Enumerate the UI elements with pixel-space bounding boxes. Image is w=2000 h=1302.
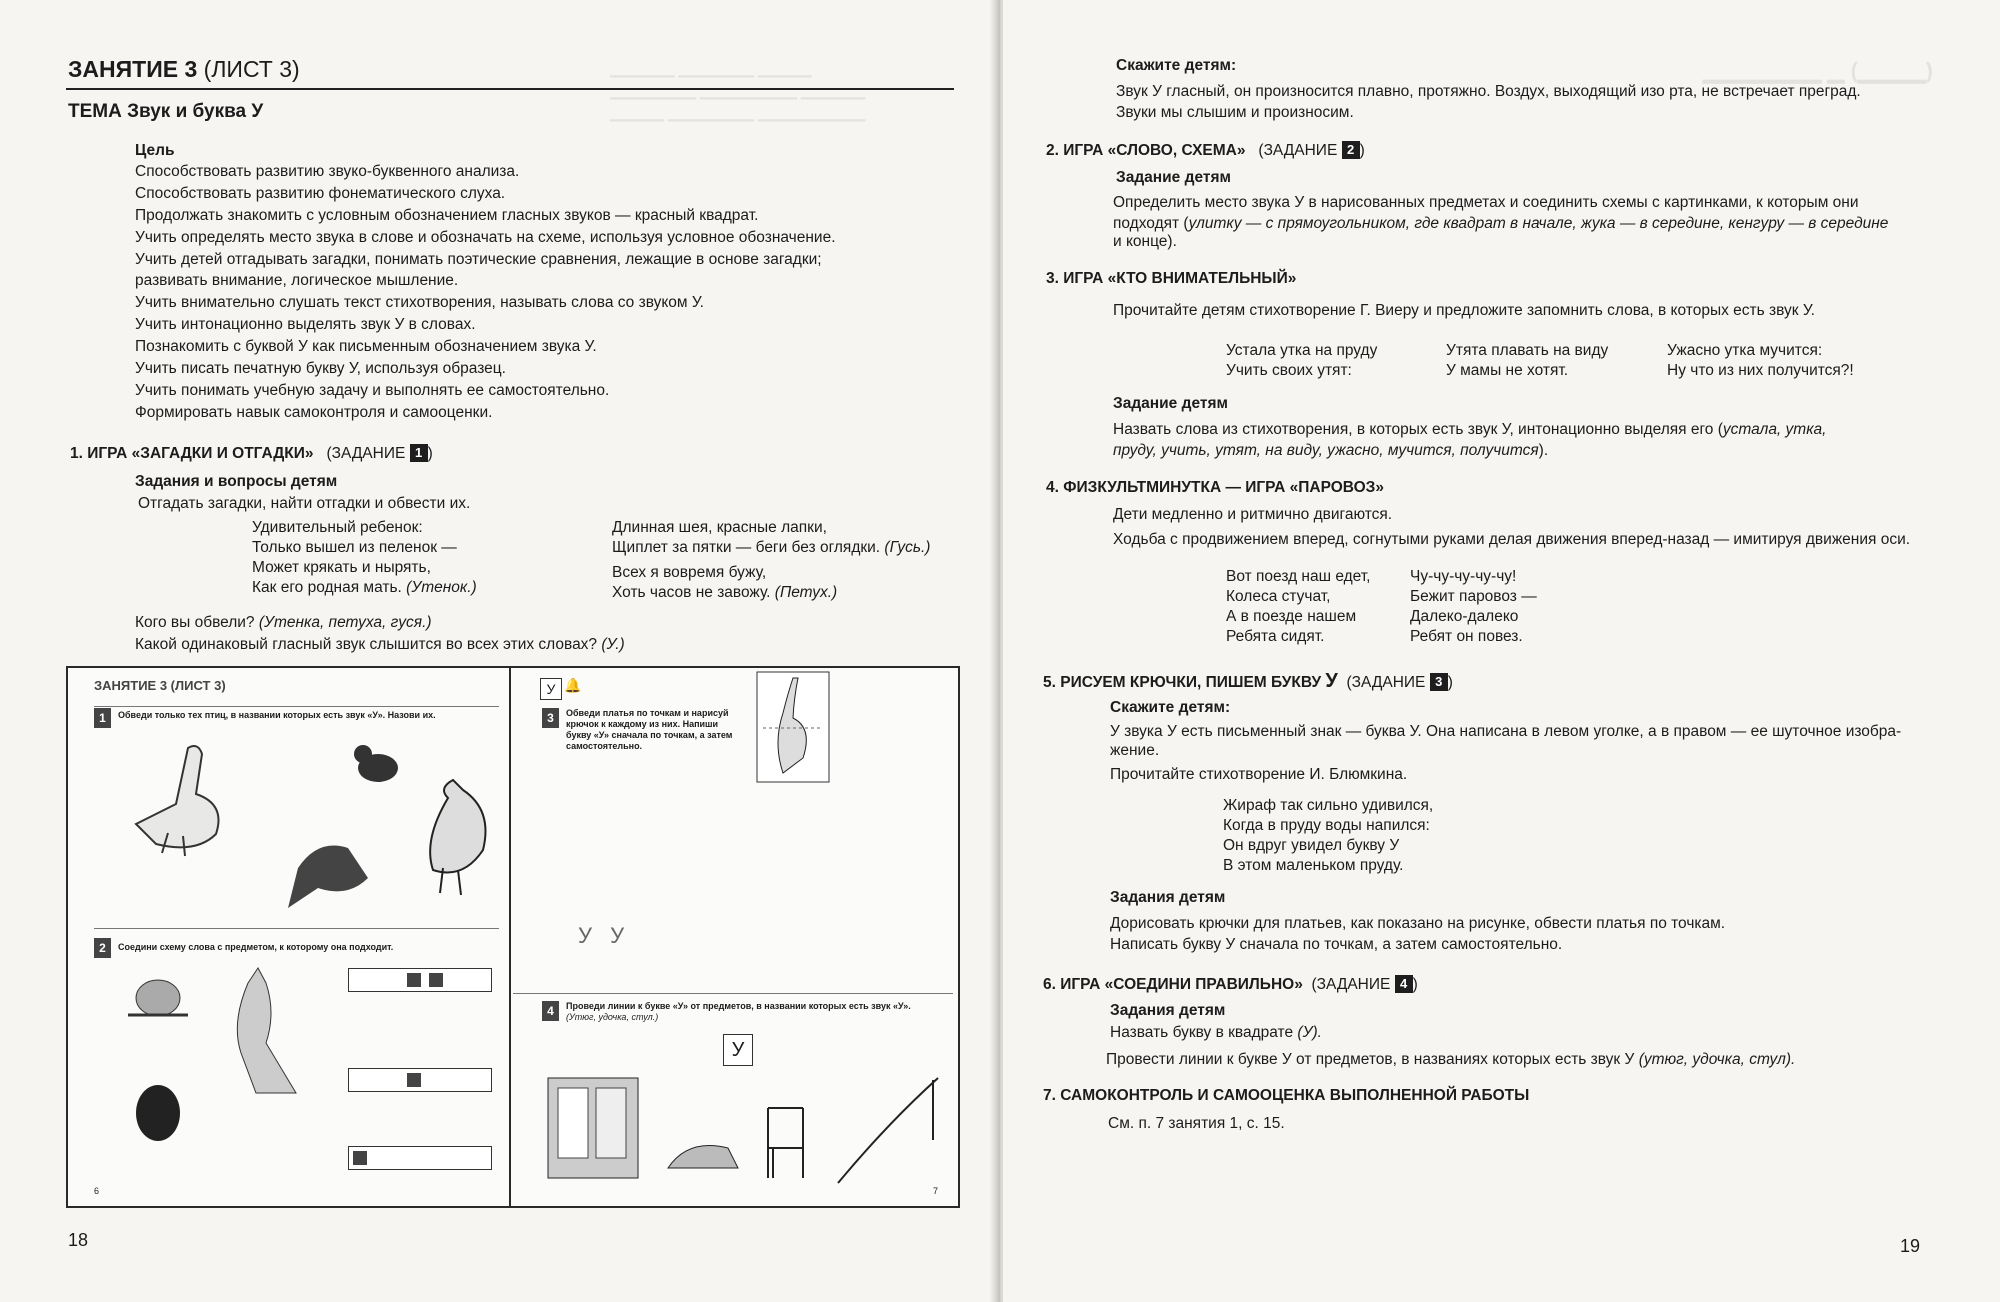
goal-line: Учить детей отгадывать загадки, понимать поэтические сравнения, лежащие в основе загадки; xyxy=(135,251,822,268)
title-rule xyxy=(66,88,954,90)
workbook-header: ЗАНЯТИЕ 3 (ЛИСТ 3) xyxy=(94,678,226,693)
rooster-icon xyxy=(430,780,485,895)
kangaroo-icon xyxy=(237,968,296,1093)
letter-box: У xyxy=(540,678,562,700)
say-heading: Скажите детям: xyxy=(1116,57,1237,74)
word-scheme xyxy=(348,1146,492,1170)
game5-task: Написать букву У сначала по точкам, а затем самостоятельно. xyxy=(1110,936,1563,953)
goal-line: Учить определять место звука в слове и обозначать на схеме, используя условное обозначение. xyxy=(135,229,836,246)
game5-text: Прочитайте стихотворение И. Блюмкина. xyxy=(1110,766,1408,783)
riddle-2: Длинная шея, красные лапки, Щиплет за пятки — беги без оглядки. (Гусь.) xyxy=(612,519,931,556)
left-page xyxy=(0,0,995,1302)
game1-heading: 1. ИГРА «ЗАГАДКИ И ОТГАДКИ» (ЗАДАНИЕ 1 ) xyxy=(70,445,433,462)
workbook-task-number: 3 xyxy=(542,708,559,728)
task-number-badge: 3 xyxy=(1430,673,1448,691)
question-1: Кого вы обвели? (Утенка, петуха, гуся.) xyxy=(135,614,432,631)
workbook-task4-text: Проведи линии к букве «У» от предметов, в названии которых есть звук «У». xyxy=(566,1001,911,1011)
workbook-page-illustration xyxy=(66,666,960,1208)
page-number: 18 xyxy=(68,1230,89,1250)
goal-line: Учить интонационно выделять звук У в словах. xyxy=(135,316,476,333)
bell-icon: 🔔 xyxy=(564,677,582,693)
game3-intro: Прочитайте детям стихотворение Г. Виеру и предложите запомнить слова, в которых есть звук У. xyxy=(1113,302,1815,319)
game3-task: Назвать слова из стихотворения, в которых есть звук У, интонационно выделяя его (устала, утка, xyxy=(1113,421,1827,438)
say-line: Звуки мы слышим и произносим. xyxy=(1116,104,1354,121)
snail-icon xyxy=(128,980,188,1016)
goal-line: Формировать навык самоконтроля и самооценки. xyxy=(135,404,493,421)
game5-task: Дорисовать крючки для платьев, как показано на рисунке, обвести платья по точкам. xyxy=(1110,915,1726,932)
goal-line: Продолжать знакомить с условным обозначением гласных звуков — красный квадрат. xyxy=(135,207,759,224)
poem-stanza: Жираф так сильно удивился, Когда в пруду воды напился: Он вдруг увидел букву У В этом маленьком пруду. xyxy=(1223,797,1434,874)
goal-line: Учить понимать учебную задачу и выполнять ее самостоятельно. xyxy=(135,382,610,399)
workbook-page-number: 6 xyxy=(94,1186,100,1196)
workbook-task4-hint: (Утюг, удочка, стул.) xyxy=(566,1012,659,1022)
poem-stanza: Вот поезд наш едет, Колеса стучат, А в поезде нашем Ребята сидят. xyxy=(1226,568,1371,645)
game2-text: подходят (улитку — с прямоугольником, где квадрат в начале, жука — в середине, кенгуру — в середине xyxy=(1113,215,1889,232)
game6-subheading: Задания детям xyxy=(1110,1002,1226,1019)
goal-line: Учить писать печатную букву У, используя образец. xyxy=(135,360,506,377)
goal-line: Учить внимательно слушать текст стихотворения, называть слова со звуком У. xyxy=(135,294,704,311)
game1-intro: Отгадать загадки, найти отгадки и обвести их. xyxy=(138,495,471,512)
word-scheme xyxy=(348,968,492,992)
workbook-fold xyxy=(509,668,511,1206)
game2-subheading: Задание детям xyxy=(1116,169,1231,186)
letter-box: У xyxy=(723,1034,753,1066)
beetle-icon xyxy=(136,1085,180,1141)
game1-subheading: Задания и вопросы детям xyxy=(135,473,338,490)
grid-letter-sample: У У xyxy=(578,923,631,948)
game4-text: Дети медленно и ритмично двигаются. xyxy=(1113,506,1393,523)
workbook-task-number: 1 xyxy=(94,708,111,728)
giraffe-illustration xyxy=(753,668,833,788)
poem-stanza: Чу-чу-чу-чу-чу! Бежит паровоз — Далеко-далеко Ребят он повез. xyxy=(1410,568,1537,645)
goal-line: Способствовать развитию звуко-буквенного анализа. xyxy=(135,163,520,180)
iron-icon xyxy=(668,1146,738,1169)
game2-heading: 2. ИГРА «СЛОВО, СХЕМА» (ЗАДАНИЕ 2 ) xyxy=(1046,142,1365,159)
game2-text: и конце). xyxy=(1113,233,1177,250)
lesson-title: ЗАНЯТИЕ 3 (ЛИСТ 3) xyxy=(68,56,300,82)
game6-heading: 6. ИГРА «СОЕДИНИ ПРАВИЛЬНО» (ЗАДАНИЕ 4 ) xyxy=(1043,976,1418,993)
riddle-1: Удивительный ребенок: Только вышел из пеленок — Может крякать и нырять, Как его родная мать. (Утенок.) xyxy=(252,519,477,596)
right-page xyxy=(1003,0,2000,1302)
task-number-badge: 2 xyxy=(1342,141,1360,159)
game5-subheading: Задания детям xyxy=(1110,889,1226,906)
game2-text: Определить место звука У в нарисованных предметах и соединить схемы с картинками, к которым они xyxy=(1113,194,1859,211)
divider xyxy=(513,993,953,994)
say-line: Звук У гласный, он произносится плавно, протяжно. Воздух, выходящий изо рта, не встречает преград. xyxy=(1116,83,1861,100)
game5-text: У звука У есть письменный знак — буква У. Она написана в левом уголке, а в правом — ее шуточное изобра- xyxy=(1110,723,1902,740)
game3-task: пруду, учить, утят, на виду, ужасно, мучится, получится). xyxy=(1113,442,1549,459)
objects-row xyxy=(538,1068,948,1193)
cupboard-icon xyxy=(548,1078,638,1178)
goal-heading: Цель xyxy=(135,142,175,159)
poem-stanza: Ужасно утка мучится: Ну что из них получится?! xyxy=(1667,342,1854,379)
task-number-badge: 1 xyxy=(410,444,428,462)
goal-line: Способствовать развитию фонематического слуха. xyxy=(135,185,506,202)
game7-heading: 7. САМОКОНТРОЛЬ И САМООЦЕНКА ВЫПОЛНЕННОЙ РАБОТЫ xyxy=(1043,1087,1530,1104)
page-number: 19 xyxy=(1900,1236,1921,1256)
divider xyxy=(94,928,499,929)
game5-heading: 5. РИСУЕМ КРЮЧКИ, ПИШЕМ БУКВУ У (ЗАДАНИЕ 3 ) xyxy=(1043,670,1453,692)
workbook-task2-text: Соедини схему слова с предметом, к которому она подходит. xyxy=(118,942,394,952)
bleed-through-text: ▁▁▁▁▁▁▁ ▁ (▁▁▁▁) xyxy=(1703,58,1933,83)
game5-text: жение. xyxy=(1110,742,1160,759)
game4-heading: 4. ФИЗКУЛЬТМИНУТКА — ИГРА «ПАРОВОЗ» xyxy=(1046,479,1384,496)
game3-heading: 3. ИГРА «КТО ВНИМАТЕЛЬНЫЙ» xyxy=(1046,270,1297,287)
game5-say-heading: Скажите детям: xyxy=(1110,699,1231,716)
bleed-through-text: ▁▁▁▁▁▁ ▁▁▁▁▁▁▁ ▁▁▁▁▁ ▁▁▁▁▁▁▁▁ ▁▁▁▁▁▁▁▁▁ ▁▁▁▁▁▁ ▁▁▁▁▁ ▁▁▁▁▁▁▁▁ ▁▁▁▁▁▁▁▁▁▁ xyxy=(610,61,866,121)
workbook-task3-text: Обведи платья по точкам и нарисуй крючок к каждому из них. Напиши букву «У» сначала по точкам, а затем самостоятельно. xyxy=(566,708,733,751)
word-scheme xyxy=(348,1068,492,1092)
goose-icon xyxy=(136,746,219,856)
workbook-task-number: 2 xyxy=(94,938,111,958)
poem-stanza: Утята плавать на виду У мамы не хотят. xyxy=(1446,342,1609,379)
workbook-task1-text: Обведи только тех птиц, в названии которых есть звук «У». Назови их. xyxy=(118,710,436,720)
question-2: Какой одинаковый гласный звук слышится во всех этих словах? (У.) xyxy=(135,636,625,653)
topic-heading: ТЕМА Звук и буква У xyxy=(68,101,264,122)
objects-illustration xyxy=(118,963,338,1183)
goal-line: развивать внимание, логическое мышление. xyxy=(135,272,459,289)
poem-stanza: Устала утка на пруду Учить своих утят: xyxy=(1226,342,1378,379)
goal-line: Познакомить с буквой У как письменным обозначением звука У. xyxy=(135,338,597,355)
game4-text: Ходьба с продвижением вперед, согнутыми руками делая движения вперед-назад — имитируя движения оси. xyxy=(1113,531,1911,548)
game6-text: Назвать букву в квадрате (У). xyxy=(1110,1024,1322,1041)
game6-text: Провести линии к букве У от предметов, в названиях которых есть звук У (утюг, удочка, стул). xyxy=(1106,1051,1796,1068)
divider xyxy=(94,706,499,707)
task-number-badge: 4 xyxy=(1395,975,1413,993)
game7-text: См. п. 7 занятия 1, с. 15. xyxy=(1108,1115,1285,1132)
fishing-rod-icon xyxy=(838,1078,938,1183)
workbook-page-number: 7 xyxy=(933,1186,939,1196)
duckling-icon xyxy=(354,745,398,782)
riddle-3: Всех я вовремя бужу, Хоть часов не завожу. (Петух.) xyxy=(612,564,838,601)
birds-illustration xyxy=(128,738,508,928)
crow-icon xyxy=(288,846,368,909)
game3-subheading: Задание детям xyxy=(1113,395,1228,412)
chair-icon xyxy=(768,1108,803,1178)
workbook-task-number: 4 xyxy=(542,1001,559,1021)
